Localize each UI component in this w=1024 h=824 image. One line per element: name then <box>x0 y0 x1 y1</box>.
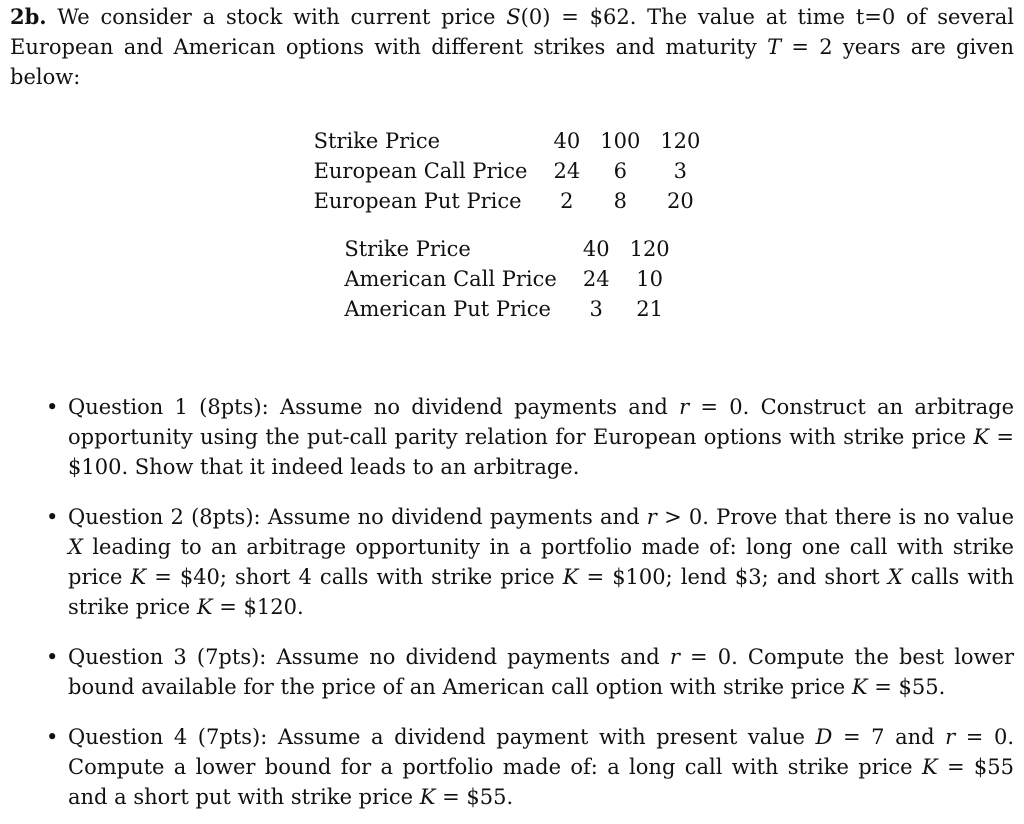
question-text: = $100. Show that it indeed leads to an arbitrage. <box>68 425 1014 479</box>
question-text: Question 1 (8pts): Assume no dividend payments and <box>68 395 680 419</box>
table-row-label: American Call Price <box>344 267 557 291</box>
table-cell: 120 <box>660 129 701 153</box>
table-cell: 120 <box>629 237 670 261</box>
question-item-2 <box>10 502 1014 622</box>
bullet-icon: • <box>46 505 59 529</box>
table-cell: 21 <box>636 297 663 321</box>
european-options-table-wrap <box>10 126 1014 216</box>
math-var: K <box>851 675 868 699</box>
question-item-3 <box>10 642 1014 702</box>
table-row <box>344 234 679 264</box>
table-cell: 40 <box>582 237 610 261</box>
question-text: Question 2 (8pts): Assume no dividend payments and <box>68 505 647 529</box>
math-var: D <box>815 725 833 749</box>
math-var: K <box>419 785 436 809</box>
problem-text: We consider a stock with current price <box>46 5 507 29</box>
table-row-label: American Put Price <box>344 297 551 321</box>
european-options-table <box>314 126 711 216</box>
table-row <box>344 264 679 294</box>
bullet-icon: • <box>46 725 59 749</box>
math-var: K <box>130 565 147 589</box>
bullet-icon: • <box>46 645 59 669</box>
table-row-label: European Put Price <box>313 189 522 213</box>
question-text: = $100; lend $3; and short <box>578 565 888 589</box>
math-var: K <box>562 565 579 589</box>
table-row <box>314 156 711 186</box>
bullet-icon: • <box>46 395 59 419</box>
table-cell: 8 <box>613 189 627 213</box>
question-list <box>10 392 1014 812</box>
question-text: > 0. Prove that there is no value <box>656 505 1014 529</box>
math-var: K <box>196 595 213 619</box>
question-text: = 7 and <box>832 725 946 749</box>
table-cell: 40 <box>553 129 581 153</box>
math-var: r <box>646 505 657 529</box>
math-var: K <box>921 755 938 779</box>
question-text: = 0. Construct an arbitrage opportunity using the put-call parity relation for European options with strike price <box>68 395 1014 449</box>
question-text: = $55 and a short put with strike price <box>68 755 1014 809</box>
question-text: Question 4 (7pts): Assume a dividend payment with present value <box>68 725 816 749</box>
math-var: T <box>767 35 782 59</box>
question-text: = $120. <box>212 595 304 619</box>
american-options-table-wrap <box>10 234 1014 324</box>
question-item-1 <box>10 392 1014 482</box>
problem-label: 2b. <box>10 4 47 29</box>
table-cell: 6 <box>613 159 627 183</box>
question-item-4 <box>10 722 1014 812</box>
question-text: = 0. Compute a lower bound for a portfolio made of: a long call with strike price <box>68 725 1014 779</box>
problem-text: = 2 years are given below: <box>10 35 1014 89</box>
math-var: S <box>506 5 521 29</box>
table-cell: 10 <box>636 267 663 291</box>
table-row-label: Strike Price <box>313 129 441 153</box>
table-cell: 24 <box>553 159 581 183</box>
question-text: calls with strike price <box>68 565 1014 619</box>
table-cell: 20 <box>666 189 694 213</box>
problem-statement <box>10 0 1014 92</box>
table-row-label: European Call Price <box>313 159 528 183</box>
math-var: r <box>679 395 690 419</box>
question-text: = $55. <box>867 675 946 699</box>
math-var: r <box>945 725 956 749</box>
question-text: Question 3 (7pts): Assume no dividend payments and <box>68 645 670 669</box>
problem-text: . The value at time t=0 of several European and American options with different strikes and maturity <box>10 5 1015 59</box>
table-cell: 3 <box>673 159 688 183</box>
table-row <box>314 186 711 216</box>
table-row-label: Strike Price <box>344 237 471 261</box>
table-cell: 24 <box>582 267 610 291</box>
problem-text: (0) = $62 <box>520 5 630 29</box>
table-cell: 3 <box>589 297 603 321</box>
math-var: K <box>973 425 990 449</box>
question-text: = $55. <box>435 785 514 809</box>
table-row <box>314 126 711 156</box>
math-var: r <box>669 645 680 669</box>
question-text: = $40; short 4 calls with strike price <box>146 565 563 589</box>
math-var: X <box>68 535 83 559</box>
question-text: = 0. Compute the best lower bound available for the price of an American call option with strike price <box>68 645 1015 699</box>
question-text: leading to an arbitrage opportunity in a portfolio made of: long one call with strike price <box>68 535 1014 589</box>
american-options-table <box>344 234 679 324</box>
math-var: X <box>887 565 903 589</box>
table-cell: 2 <box>560 189 574 213</box>
table-row <box>344 294 679 324</box>
table-cell: 100 <box>600 129 641 153</box>
